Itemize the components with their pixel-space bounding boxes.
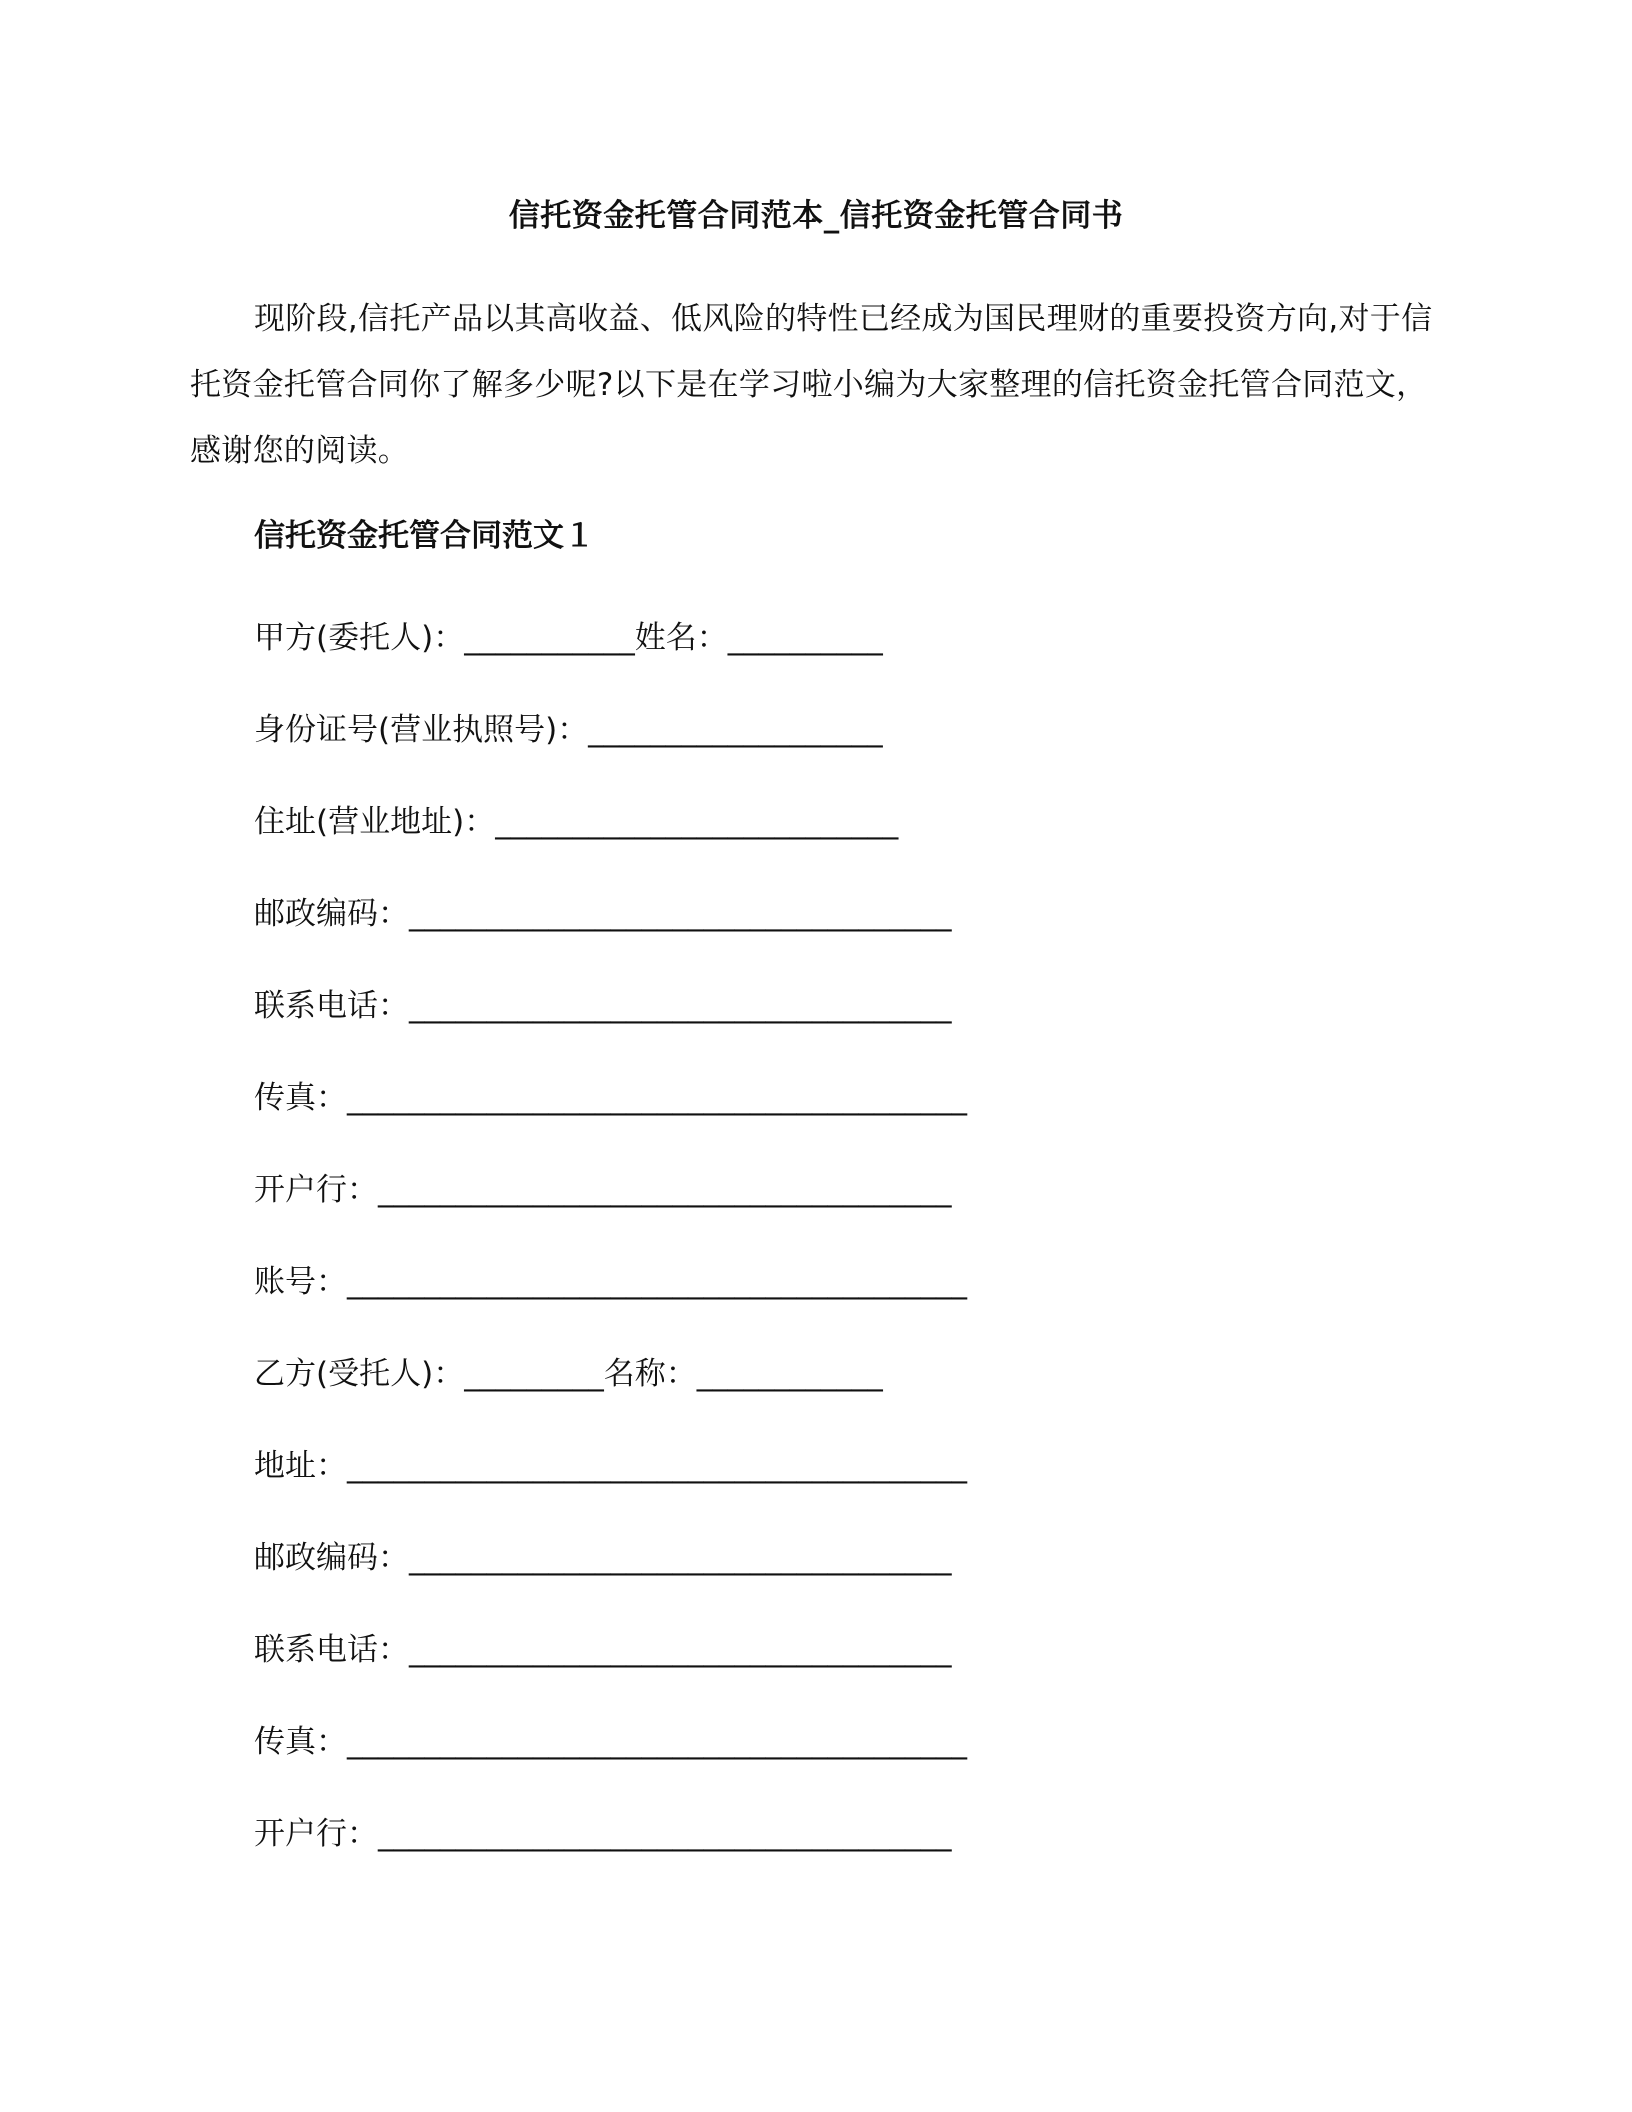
party-a-id-field: 身份证号(营业执照号)：___________________ bbox=[254, 712, 883, 748]
party-b-name-field: 乙方(受托人)：_________名称：____________ bbox=[254, 1356, 883, 1392]
intro-paragraph: 现阶段,信托产品以其高收益、低风险的特性已经成为国民理财的重要投资方向,对于信托资金托管合同你了解多少呢?以下是在学习啦小编为大家整理的信托资金托管合同范文，感谢您的阅读。 bbox=[190, 301, 1433, 469]
party-a-name-field: 甲方(委托人)：___________姓名：__________ bbox=[254, 620, 883, 656]
party-a-bank-field: 开户行：_____________________________________ bbox=[254, 1172, 952, 1208]
party-a-account-field: 账号：________________________________________ bbox=[254, 1264, 967, 1300]
section-heading: 信托资金托管合同范文１ bbox=[254, 518, 595, 554]
party-a-fax-field: 传真：________________________________________ bbox=[254, 1080, 967, 1116]
party-a-postcode-field: 邮政编码：___________________________________ bbox=[254, 896, 952, 932]
party-b-fax-field: 传真：________________________________________ bbox=[254, 1724, 967, 1760]
party-b-bank-field: 开户行：_____________________________________ bbox=[254, 1816, 952, 1852]
document-title: 信托资金托管合同范本_信托资金托管合同书 bbox=[508, 198, 1124, 234]
party-b-phone-field: 联系电话：___________________________________ bbox=[254, 1632, 952, 1668]
party-a-phone-field: 联系电话：___________________________________ bbox=[254, 988, 952, 1024]
party-b-postcode-field: 邮政编码：___________________________________ bbox=[254, 1540, 952, 1576]
party-b-address-field: 地址：________________________________________ bbox=[254, 1448, 967, 1484]
party-a-address-field: 住址(营业地址)：__________________________ bbox=[254, 804, 899, 840]
